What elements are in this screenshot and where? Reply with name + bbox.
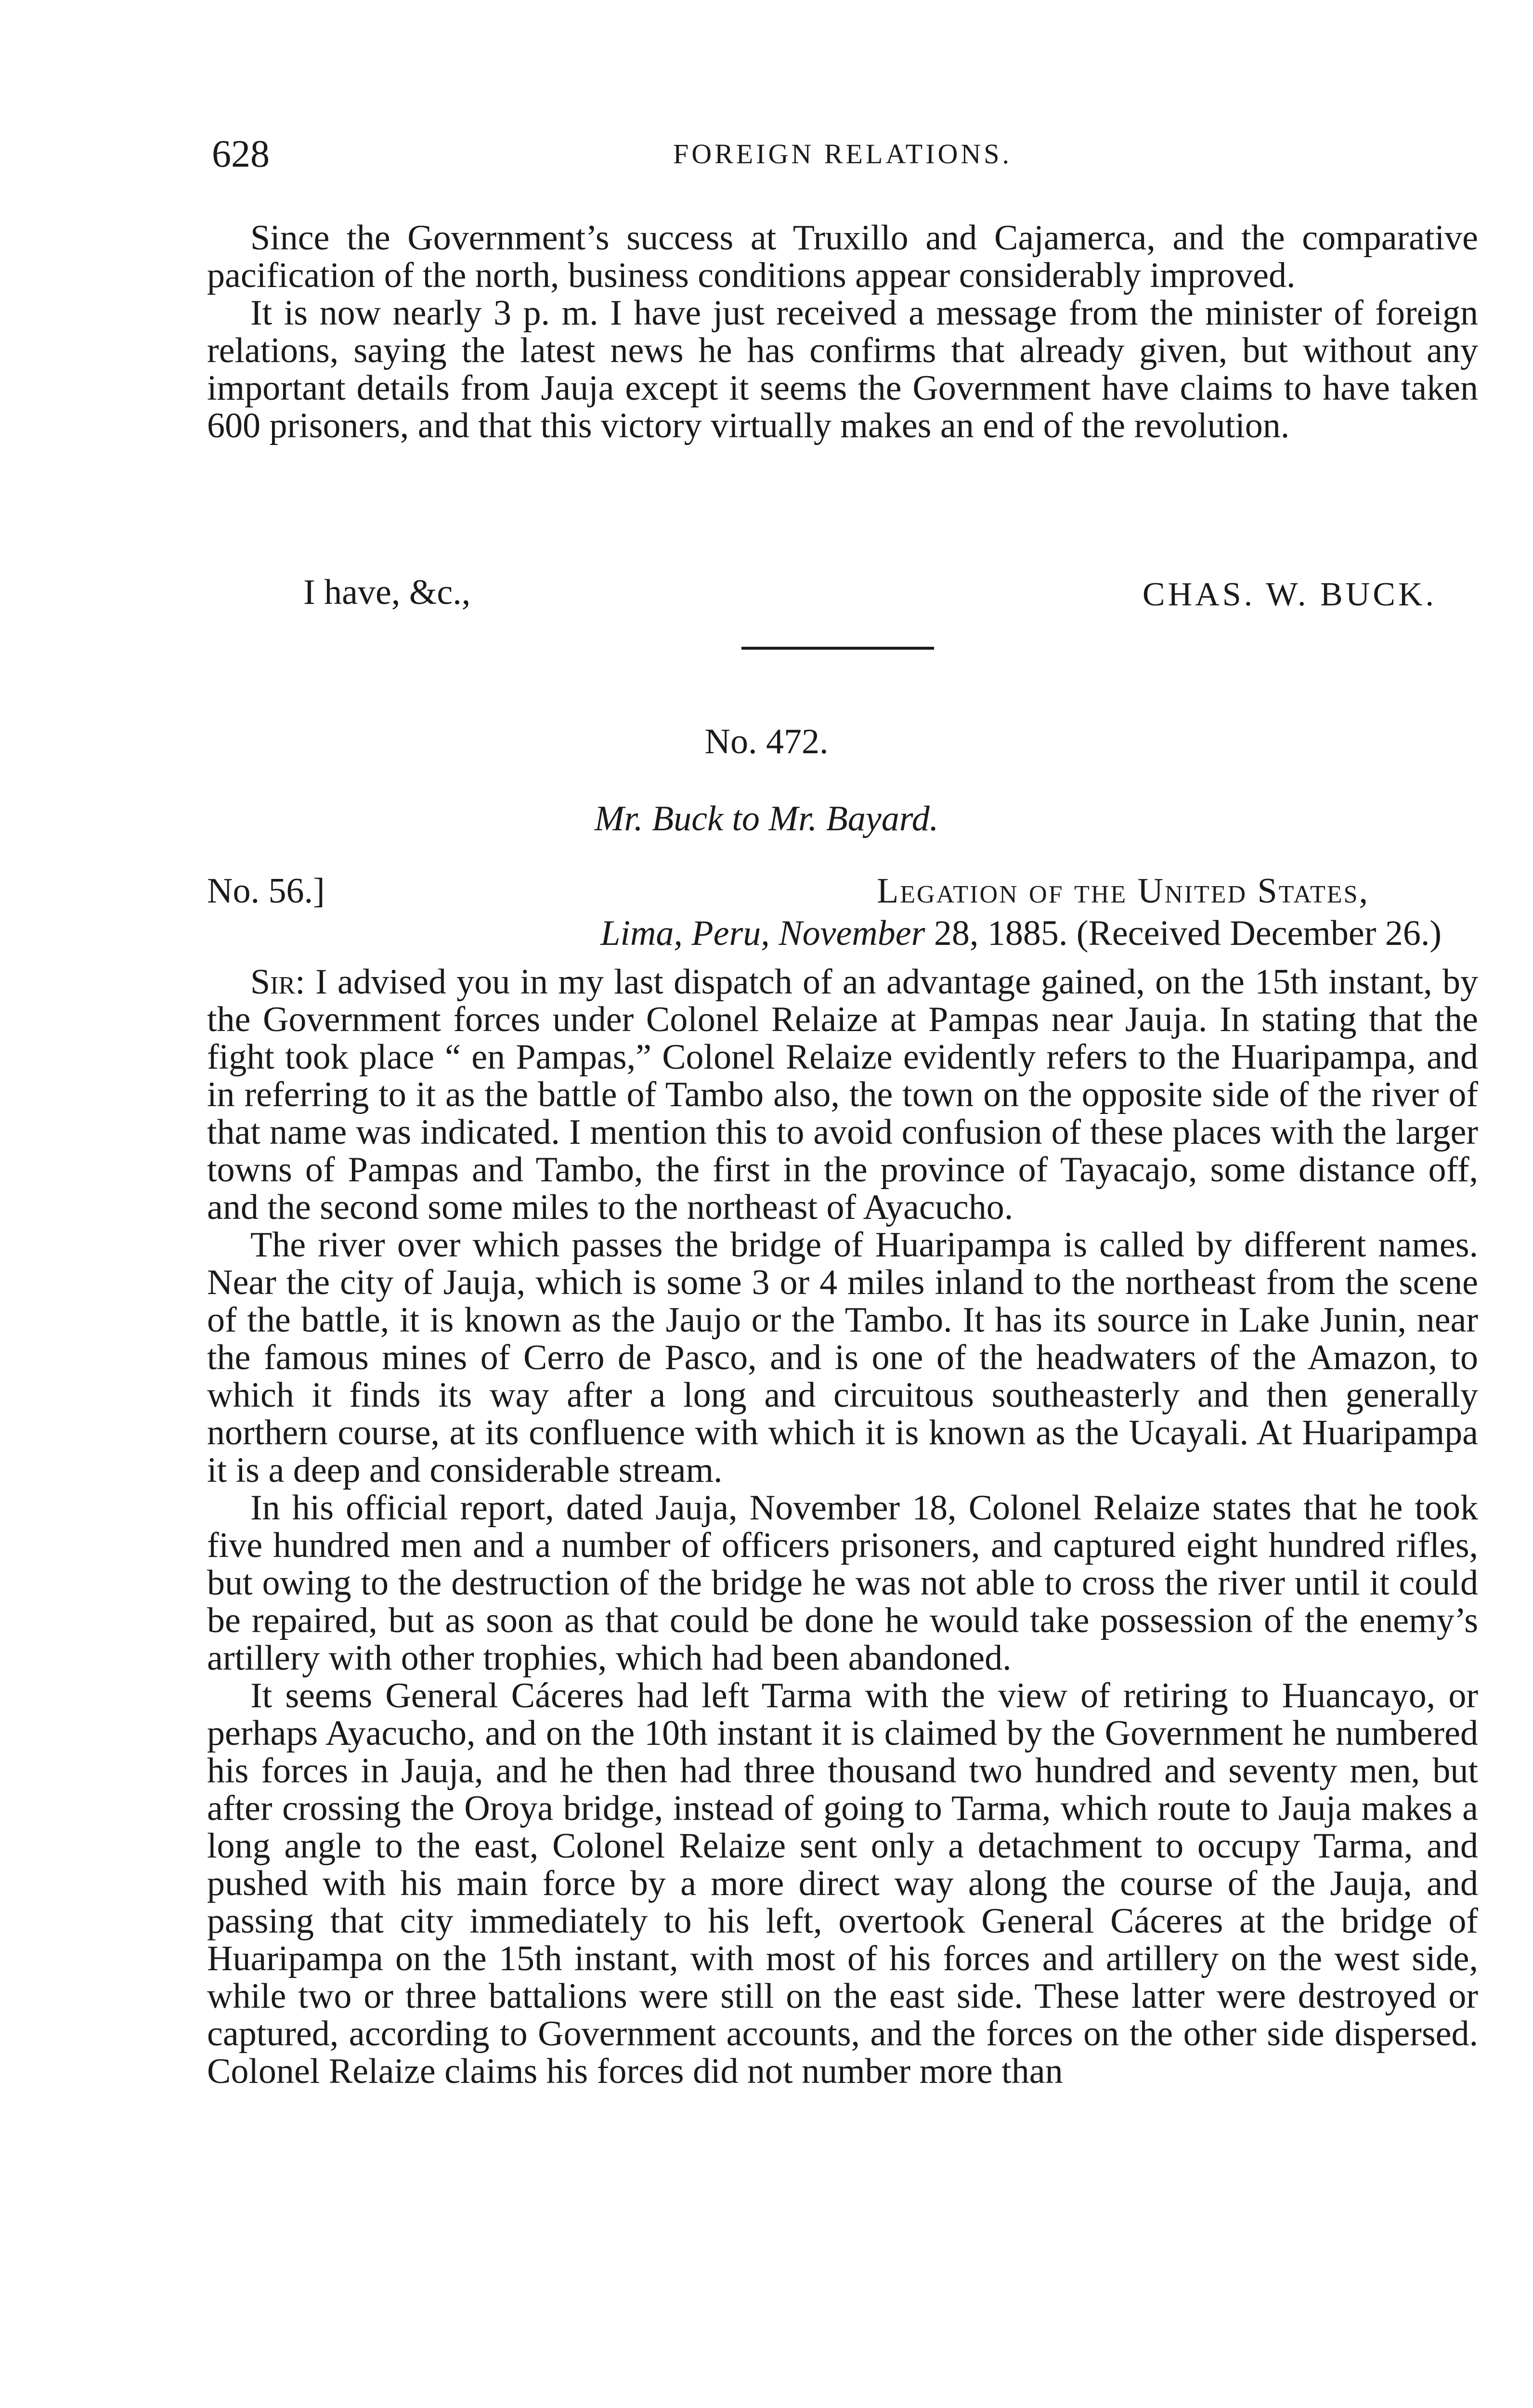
paragraph-business-conditions: Since the Government’s success at Truxillo and Cajamerca, and the comparative pacification of the north, business conditions appear considerably improved. [207, 218, 1478, 295]
paragraph-advantage-gained [207, 963, 1478, 1226]
paragraph-caceres: It seems General Cáceres had left Tarma with the view of retiring to Huancayo, or perhaps Ayacucho, and on the 10th instant it is claimed by the Government he numbered his forces in Jauja, and he then had three thousand two hundred and seventy men, but after crossing the Oroya bridge, instead of going to Tarma, which route to Jauja makes a long angle to the east, Colonel Relaize sent only a detachment to occupy Tarma, and pushed with his main force by a more direct way along the course of the Jauja, and passing that city immediately to his left, overtook General Cáceres at the bridge of Huaripampa on the 15th instant, with most of his forces and artillery on the west side, while two or three battalions were still on the east side. These latter were destroyed or captured, according to Government accounts, and the forces on the other side dispersed. Colonel Relaize claims his forces did not number more than [207, 1676, 1478, 2091]
running-head: FOREIGN RELATIONS. [673, 138, 1013, 170]
document-number: No. 472. [704, 722, 829, 761]
paragraph-latest-news: It is now nearly 3 p. m. I have just received a message from the minister of foreign relations, saying the latest news he has confirms that already given, but without any important details from Jauja except it seems the Government have claims to have taken 600 prisoners, and that this victory virtually makes an end of the revolution. [207, 293, 1478, 445]
document-title: Mr. Buck to Mr. Bayard. [594, 799, 939, 838]
paragraph-official-report: In his official report, dated Jauja, November 18, Colonel Relaize states that he took five hundred men and a number of officers prisoners, and captured eight hundred rifles, but owing to the destruction of the bridge he was not able to cross the river until it could be repaired, but as soon as that could be done he would take possession of the enemy’s artillery with other trophies, which had been abandoned. [207, 1488, 1478, 1678]
dispatch-number: No. 56.] [207, 871, 325, 911]
paragraph-river: The river over which passes the bridge of Huaripampa is called by different names. Near the city of Jauja, which is some 3 or 4 miles inland to the northeast from the scene of the battle, it is known as the Jaujo or the Tambo. It has its source in Lake Junin, near the famous mines of Cerro de Pasco, and is one of the headwaters of the Amazon, to which it finds its way after a long and circuitous southeasterly and then generally northern course, at its confluence with which it is known as the Ucayali. At Huaripampa it is a deep and considerable stream. [207, 1225, 1478, 1490]
signature: CHAS. W. BUCK. [1142, 576, 1437, 613]
page-header [212, 130, 1473, 178]
closing-line: I have, &c., [303, 573, 471, 612]
page-number: 628 [212, 133, 270, 175]
section-divider [741, 647, 934, 650]
salutation: Sir: [250, 962, 305, 1002]
dateline-place: Lima, Peru, November [600, 914, 925, 953]
letter-body [207, 963, 1478, 2090]
top-section [207, 219, 1478, 445]
legation-heading: Legation of the United States, [877, 871, 1369, 911]
dateline [600, 914, 1442, 953]
dateline-date: 28, 1885. (Received December 26.) [934, 914, 1442, 953]
paragraph-advantage-gained-text: I advised you in my last dispatch of an advantage gained, on the 15th instant, by the Government forces under Colonel Relaize at Pampas near Jauja. In stating that the fight took place “ en Pampas,” Colonel Relaize evidently refers to the Huaripampa, and in referring to it as the battle of Tambo also, the town on the opposite side of the river of that name was indicated. I mention this to avoid confusion of these places with the larger towns of Pampas and Tambo, the first in the province of Tayacajo, some distance off, and the second some miles to the northeast of Ayacucho. [207, 962, 1479, 1227]
